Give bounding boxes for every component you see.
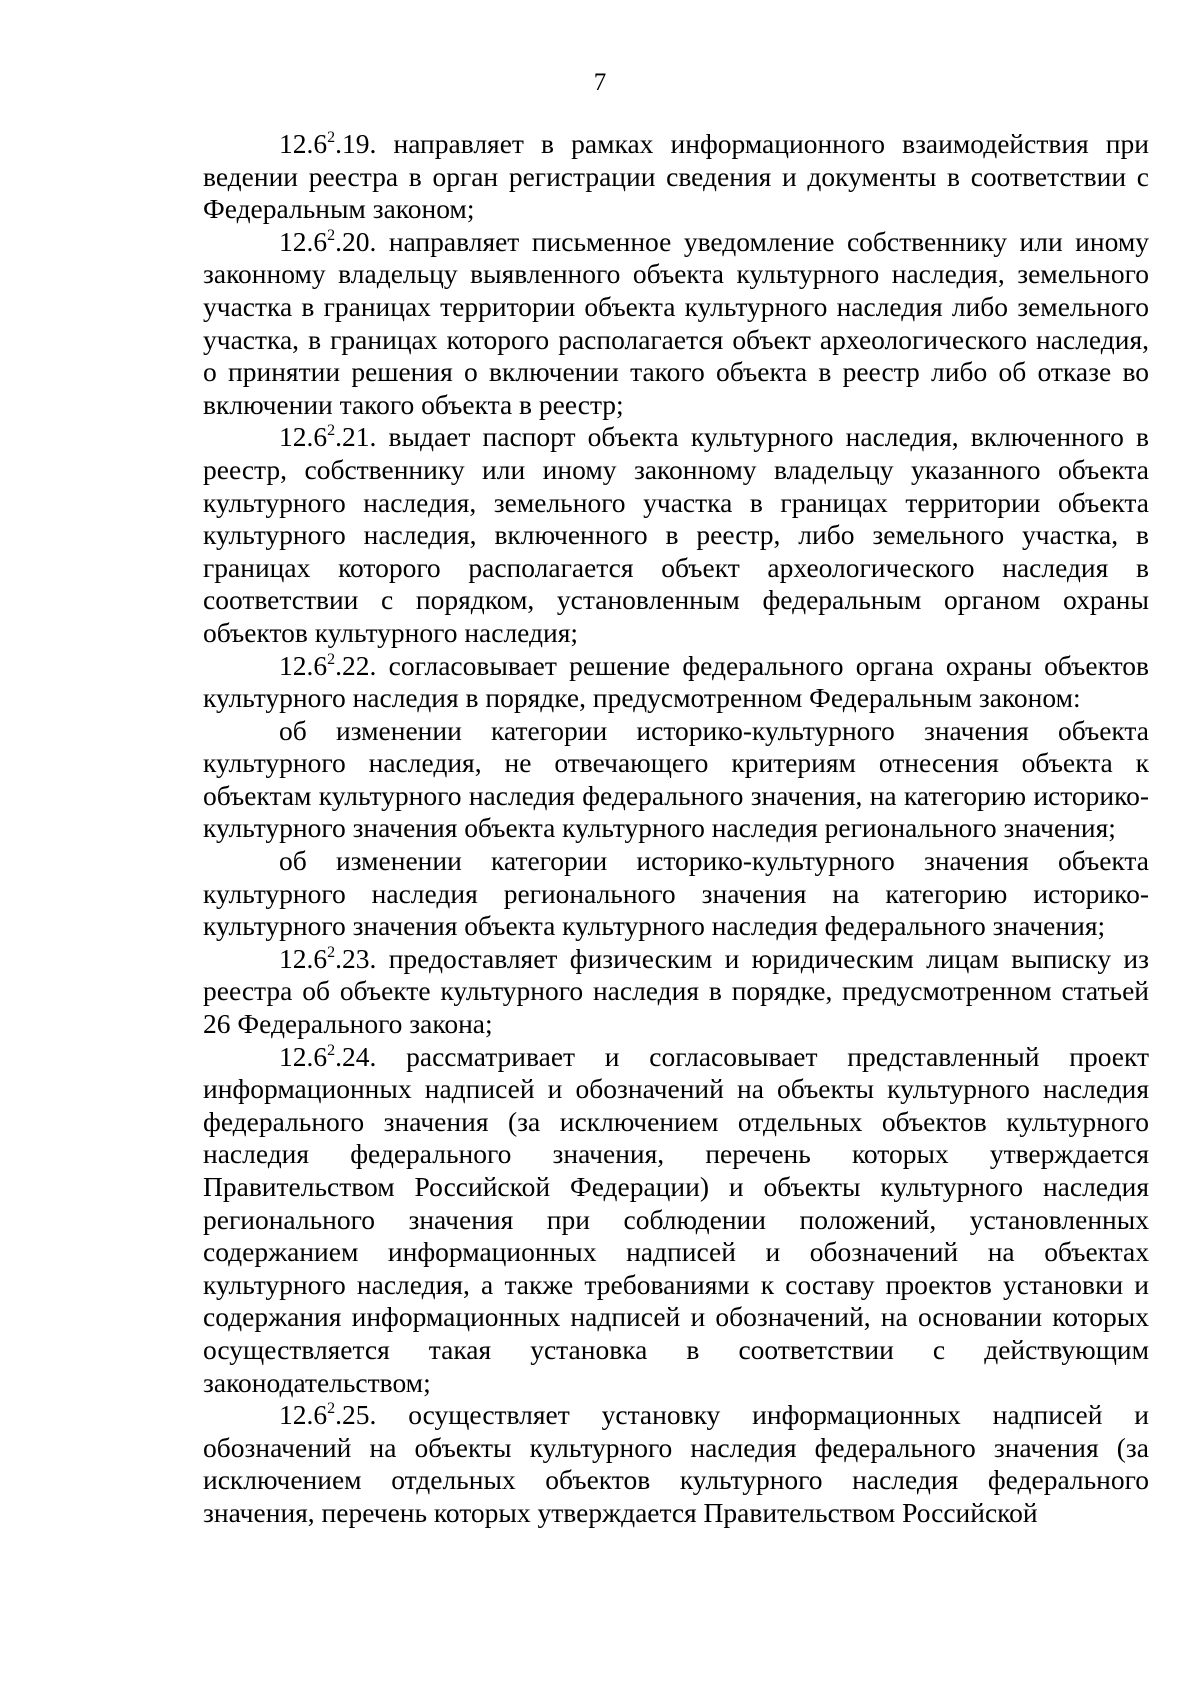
paragraph-12-6-2-25 — [203, 1399, 1149, 1529]
clause-text: направляет письменное уведомление собственнику или иному законному владельцу выявленного объекта культурного наследия, земельного участка в границах территории объекта культурного наследия либо земельного участка, в границах которого располагается объект археологического наследия, о принятии решения о включении такого объекта в реестр либо об отказе во включении такого объекта в реестр; — [203, 225, 1149, 420]
clause-text: об изменении категории историко-культурного значения объекта культурного наследия регионального значения на категорию историко-культурного значения объекта культурного наследия федерального значения; — [203, 845, 1149, 942]
clause-text: выдает паспорт объекта культурного наследия, включенного в реестр, собственнику или иному законному владельцу указанного объекта культурного наследия, земельного участка в границах территории объекта культурного наследия, включенного в реестр, либо земельного участка, в границах которого располагается объект археологического наследия в соответствии с порядком, установленным федеральным органом охраны объектов культурного наследия; — [203, 421, 1149, 648]
paragraph-12-6-2-24 — [203, 1041, 1149, 1400]
document-body — [203, 128, 1149, 1530]
paragraph-12-6-2-23 — [203, 943, 1149, 1041]
clause-text: осуществляет установку информационных надписей и обозначений на объекты культурного наследия федерального значения (за исключением отдельных объектов культурного наследия федерального значения, перечень которых утверждается Правительством Российской — [203, 1399, 1149, 1528]
clause-number: 12.6$^2$.24. — [279, 1040, 377, 1072]
paragraph-12-6-2-19 — [203, 128, 1149, 226]
clause-text: предоставляет физическим и юридическим лицам выписку из реестра об объекте культурного наследия в порядке, предусмотренном статьей 26 Федерального закона; — [203, 942, 1149, 1040]
clause-text: направляет в рамках информационного взаимодействия при ведении реестра в орган регистрации сведения и документы в соответствии с Федеральным законом; — [203, 128, 1149, 225]
clause-text: согласовывает решение федерального органа охраны объектов культурного наследия в порядке, предусмотренном Федеральным законом: — [203, 649, 1149, 714]
paragraph-sub-item-1 — [203, 715, 1149, 845]
paragraph-sub-item-2 — [203, 845, 1149, 943]
clause-number: 12.6$^2$.22. — [279, 649, 377, 681]
clause-number: 12.6$^2$.25. — [279, 1399, 377, 1431]
paragraph-12-6-2-21 — [203, 421, 1149, 649]
paragraph-12-6-2-20 — [203, 226, 1149, 422]
clause-number: 12.6$^2$.21. — [279, 421, 377, 453]
clause-number: 12.6$^2$.19. — [279, 128, 377, 159]
clause-text: об изменении категории историко-культурного значения объекта культурного наследия, не отвечающего критериям отнесения объекта к объектам культурного наследия федерального значения, на категорию историко-культурного значения объекта культурного наследия регионального значения; — [203, 714, 1149, 844]
page-number: 7 — [593, 69, 607, 96]
clause-number: 12.6$^2$.20. — [279, 225, 377, 257]
paragraph-12-6-2-22 — [203, 650, 1149, 715]
clause-number: 12.6$^2$.23. — [279, 942, 377, 974]
clause-text: рассматривает и согласовывает представленный проект информационных надписей и обозначений на объекты культурного наследия федерального значения (за исключением отдельных объектов культурного наследия федерального значения, перечень которых утверждается Правительством Российской Федерации) и объекты культурного наследия регионального значения при соблюдении положений, установленных содержанием информационных надписей и обозначений на объектах культурного наследия, а также требованиями к составу проектов установки и содержания информационных надписей и обозначений, на основании которых осуществляется такая установка в соответствии с действующим законодательством; — [203, 1040, 1149, 1398]
